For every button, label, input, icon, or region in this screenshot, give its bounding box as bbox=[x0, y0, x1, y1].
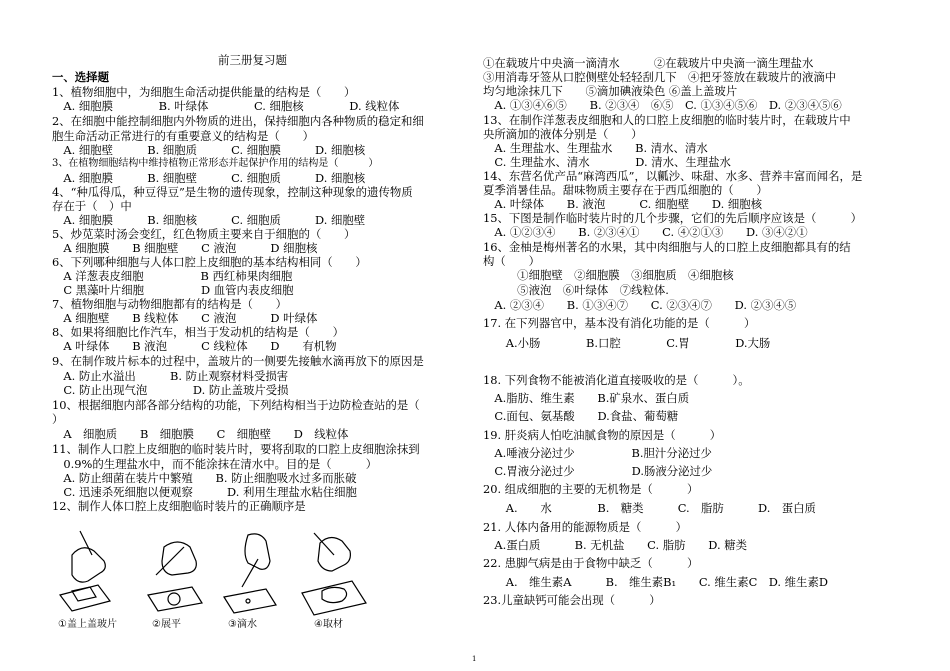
question-line: 11、制作人口腔上皮细胞的临时装片时，要将刮取的口腔上皮细胞涂抹到 bbox=[52, 442, 420, 456]
question-line: 0.9%的生理盐水中，而不能涂抹在清水中。目的是（ ） bbox=[52, 457, 378, 471]
figure-label: ④取材 bbox=[314, 619, 343, 630]
question-line: C. 生理盐水、清水 D. 清水、生理盐水 bbox=[483, 155, 731, 169]
question-line: 均匀地涂抹几下 ⑤滴加碘液染色 ⑥盖上盖玻片 bbox=[483, 84, 738, 98]
question-line: 4、“种瓜得瓜，种豆得豆”是生物的遗传现象，控制这种现象的遗传物质 bbox=[52, 185, 413, 199]
page-number: 1 bbox=[472, 655, 477, 663]
step2-illustration bbox=[148, 542, 202, 611]
question-line: C 黑藻叶片细胞 D 血管内表皮细胞 bbox=[52, 283, 294, 297]
question-line: ⑤液泡 ⑥叶绿体 ⑦线粒体. bbox=[483, 283, 669, 297]
question-line: 23.儿童缺钙可能会出现（ ） bbox=[483, 593, 661, 607]
question-line: ③用消毒牙签从口腔侧壁处轻轻刮几下 ④把牙签放在载玻片的液滴中 bbox=[483, 70, 837, 84]
question-line: A 细胞质 B 细胞膜 C 细胞壁 D 线粒体 bbox=[52, 427, 349, 441]
question-line: A. 叶绿体 B. 液泡 C. 细胞壁 D. 细胞核 bbox=[483, 197, 763, 211]
question-line: A 洋葱表皮细胞 B 西红柿果肉细胞 bbox=[52, 269, 293, 283]
question-line: C. 防止出现气泡 D. 防止盖玻片受损 bbox=[52, 383, 289, 397]
figure-label: ①盖上盖玻片 bbox=[58, 619, 117, 630]
question-line: C.面包、氨基酸 D.食盐、葡萄糖 bbox=[483, 409, 679, 423]
question-line: 20. 组成细胞的主要的无机物是（ ） bbox=[483, 482, 699, 496]
figure-label: ③滴水 bbox=[228, 619, 257, 630]
question-line: 9、在制作玻片标本的过程中，盖玻片的一侧要先接触水滴再放下的原因是 bbox=[52, 354, 424, 368]
question-line: ①细胞壁 ②细胞膜 ③细胞质 ④细胞核 bbox=[483, 268, 734, 282]
question-line: 构（ ） bbox=[483, 254, 540, 268]
question-line: A 细胞壁 B 线粒体 C 液泡 D 叶绿体 bbox=[52, 311, 318, 325]
question-line: A. 维生素A B. 维生素B₁ C. 维生素C D. 维生素D bbox=[483, 575, 828, 589]
question-line: ） bbox=[52, 412, 64, 426]
question-line: A. ①③④⑥⑤ B. ②③④ ⑥⑤ C. ①③④⑤⑥ D. ②③④⑤⑥ bbox=[483, 98, 842, 112]
question-line: 19. 肝炎病人怕吃油腻食物的原因是（ ） bbox=[483, 428, 722, 442]
question-line: 1、植物细胞中，为细胞生命活动提供能量的结构是（ ） bbox=[52, 85, 356, 99]
question-line: A.小肠 B.口腔 C.胃 D.大肠 bbox=[483, 336, 771, 350]
slide-preparation-figure bbox=[52, 525, 372, 631]
question-line: A 叶绿体 B 液泡 C 线粒体 D 有机物 bbox=[52, 339, 337, 353]
question-line: A. 防止细菌在装片中繁殖 B. 防止细胞吸水过多而胀破 bbox=[52, 471, 357, 485]
question-line: 22. 患脚气病是由于食物中缺乏（ ） bbox=[483, 556, 699, 570]
question-line: 12、制作人体口腔上皮细胞临时装片的正确顺序是 bbox=[52, 499, 306, 513]
step1-illustration bbox=[60, 531, 110, 611]
question-line: 2、在细胞中能控制细胞内外物质的进出，保持细胞内各种物质的稳定和细 bbox=[52, 114, 424, 128]
question-line: A 细胞膜 B 细胞壁 C 液泡 D 细胞核 bbox=[52, 241, 318, 255]
question-line: A. 防止水溢出 B. 防止观察材料受损害 bbox=[52, 369, 289, 383]
question-line: C. 迅速杀死细胞以便观察 D. 利用生理盐水粘住细胞 bbox=[52, 485, 357, 499]
step3-illustration bbox=[224, 534, 276, 613]
question-line: 7、植物细胞与动物细胞都有的结构是（ ） bbox=[52, 297, 288, 311]
question-line: 18. 下列食物不能被消化道直接吸收的是（ ）。 bbox=[483, 373, 750, 387]
question-line: 胞生命活动正常进行的有重要意义的结构是（ ） bbox=[52, 129, 314, 143]
question-line: A. 生理盐水、生理盐水 B. 清水、清水 bbox=[483, 141, 708, 155]
question-line: A.蛋白质 B. 无机盐 C. 脂肪 D. 糖类 bbox=[483, 538, 748, 552]
question-line: A. 水 B. 糖类 C. 脂肪 D. 蛋白质 bbox=[483, 501, 816, 515]
question-line: 16、金柚是梅州著名的水果，其中肉细胞与人的口腔上皮细胞都具有的结 bbox=[483, 240, 851, 254]
question-line: 3、在植物细胞结构中维持植物正常形态并起保护作用的结构是（ ） bbox=[52, 158, 379, 169]
step4-illustration bbox=[302, 533, 366, 615]
question-line: 8、如果将细胞比作汽车，相当于发动机的结构是（ ） bbox=[52, 325, 345, 339]
question-line: ①在载玻片中央滴一滴清水 ②在载玻片中央滴一滴生理盐水 bbox=[483, 56, 814, 70]
question-line: A.唾液分泌过少 B.胆汁分泌过少 bbox=[483, 446, 712, 460]
question-line: A.脂肪、维生素 B.矿泉水、蛋白质 bbox=[483, 391, 690, 405]
question-line: A. 细胞膜 B. 细胞壁 C. 细胞质 D. 细胞核 bbox=[52, 171, 366, 185]
question-line: A. 细胞膜 B. 叶绿体 C. 细胞核 D. 线粒体 bbox=[52, 99, 400, 113]
question-line: A. ①②③④ B. ②③④① C. ④②①③ D. ③④②① bbox=[483, 225, 808, 239]
question-line: A. ②③④ B. ①③④⑦ C. ②③④⑦ D. ②③④⑤ bbox=[483, 298, 797, 312]
question-line: C.胃液分泌过少 D.肠液分泌过少 bbox=[483, 464, 713, 478]
figure-label: ②展平 bbox=[152, 619, 181, 630]
question-line: 14、东营名优产品“麻湾西瓜”，以瓤沙、味甜、水多、营养丰富而闻名，是 bbox=[483, 169, 863, 183]
question-line: 5、炒苋菜时汤会变红，红色物质主要来自于细胞的（ ） bbox=[52, 227, 356, 241]
question-line: A. 细胞壁 B. 细胞质 C. 细胞膜 D. 细胞核 bbox=[52, 143, 366, 157]
question-line: 夏季消暑佳品。甜味物质主要存在于西瓜细胞的（ ） bbox=[483, 183, 768, 197]
section-heading: 一、选择题 bbox=[52, 70, 109, 84]
question-line: 6、下列哪种细胞与人体口腔上皮细胞的基本结构相同（ ） bbox=[52, 255, 367, 269]
question-line: 10、根据细胞内部各部分结构的功能，下列结构相当于边防检查站的是（ bbox=[52, 398, 420, 412]
question-line: 存在于（ ）中 bbox=[52, 199, 132, 213]
question-line: 央所滴加的液体分别是（ ） bbox=[483, 127, 643, 141]
question-line: 17. 在下列器官中，基本没有消化功能的是（ ） bbox=[483, 316, 756, 330]
page-title: 前三册复习题 bbox=[218, 53, 287, 67]
question-line: A. 细胞膜 B. 细胞核 C. 细胞质 D. 细胞壁 bbox=[52, 213, 366, 227]
question-line: 13、在制作洋葱表皮细胞和人的口腔上皮细胞的临时装片时，在载玻片中 bbox=[483, 113, 851, 127]
slide-steps-illustration bbox=[52, 525, 372, 631]
question-line: 15、下图是制作临时装片时的几个步骤，它们的先后顺序应该是（ ） bbox=[483, 211, 862, 225]
question-line: 21. 人体内备用的能源物质是（ ） bbox=[483, 520, 687, 534]
